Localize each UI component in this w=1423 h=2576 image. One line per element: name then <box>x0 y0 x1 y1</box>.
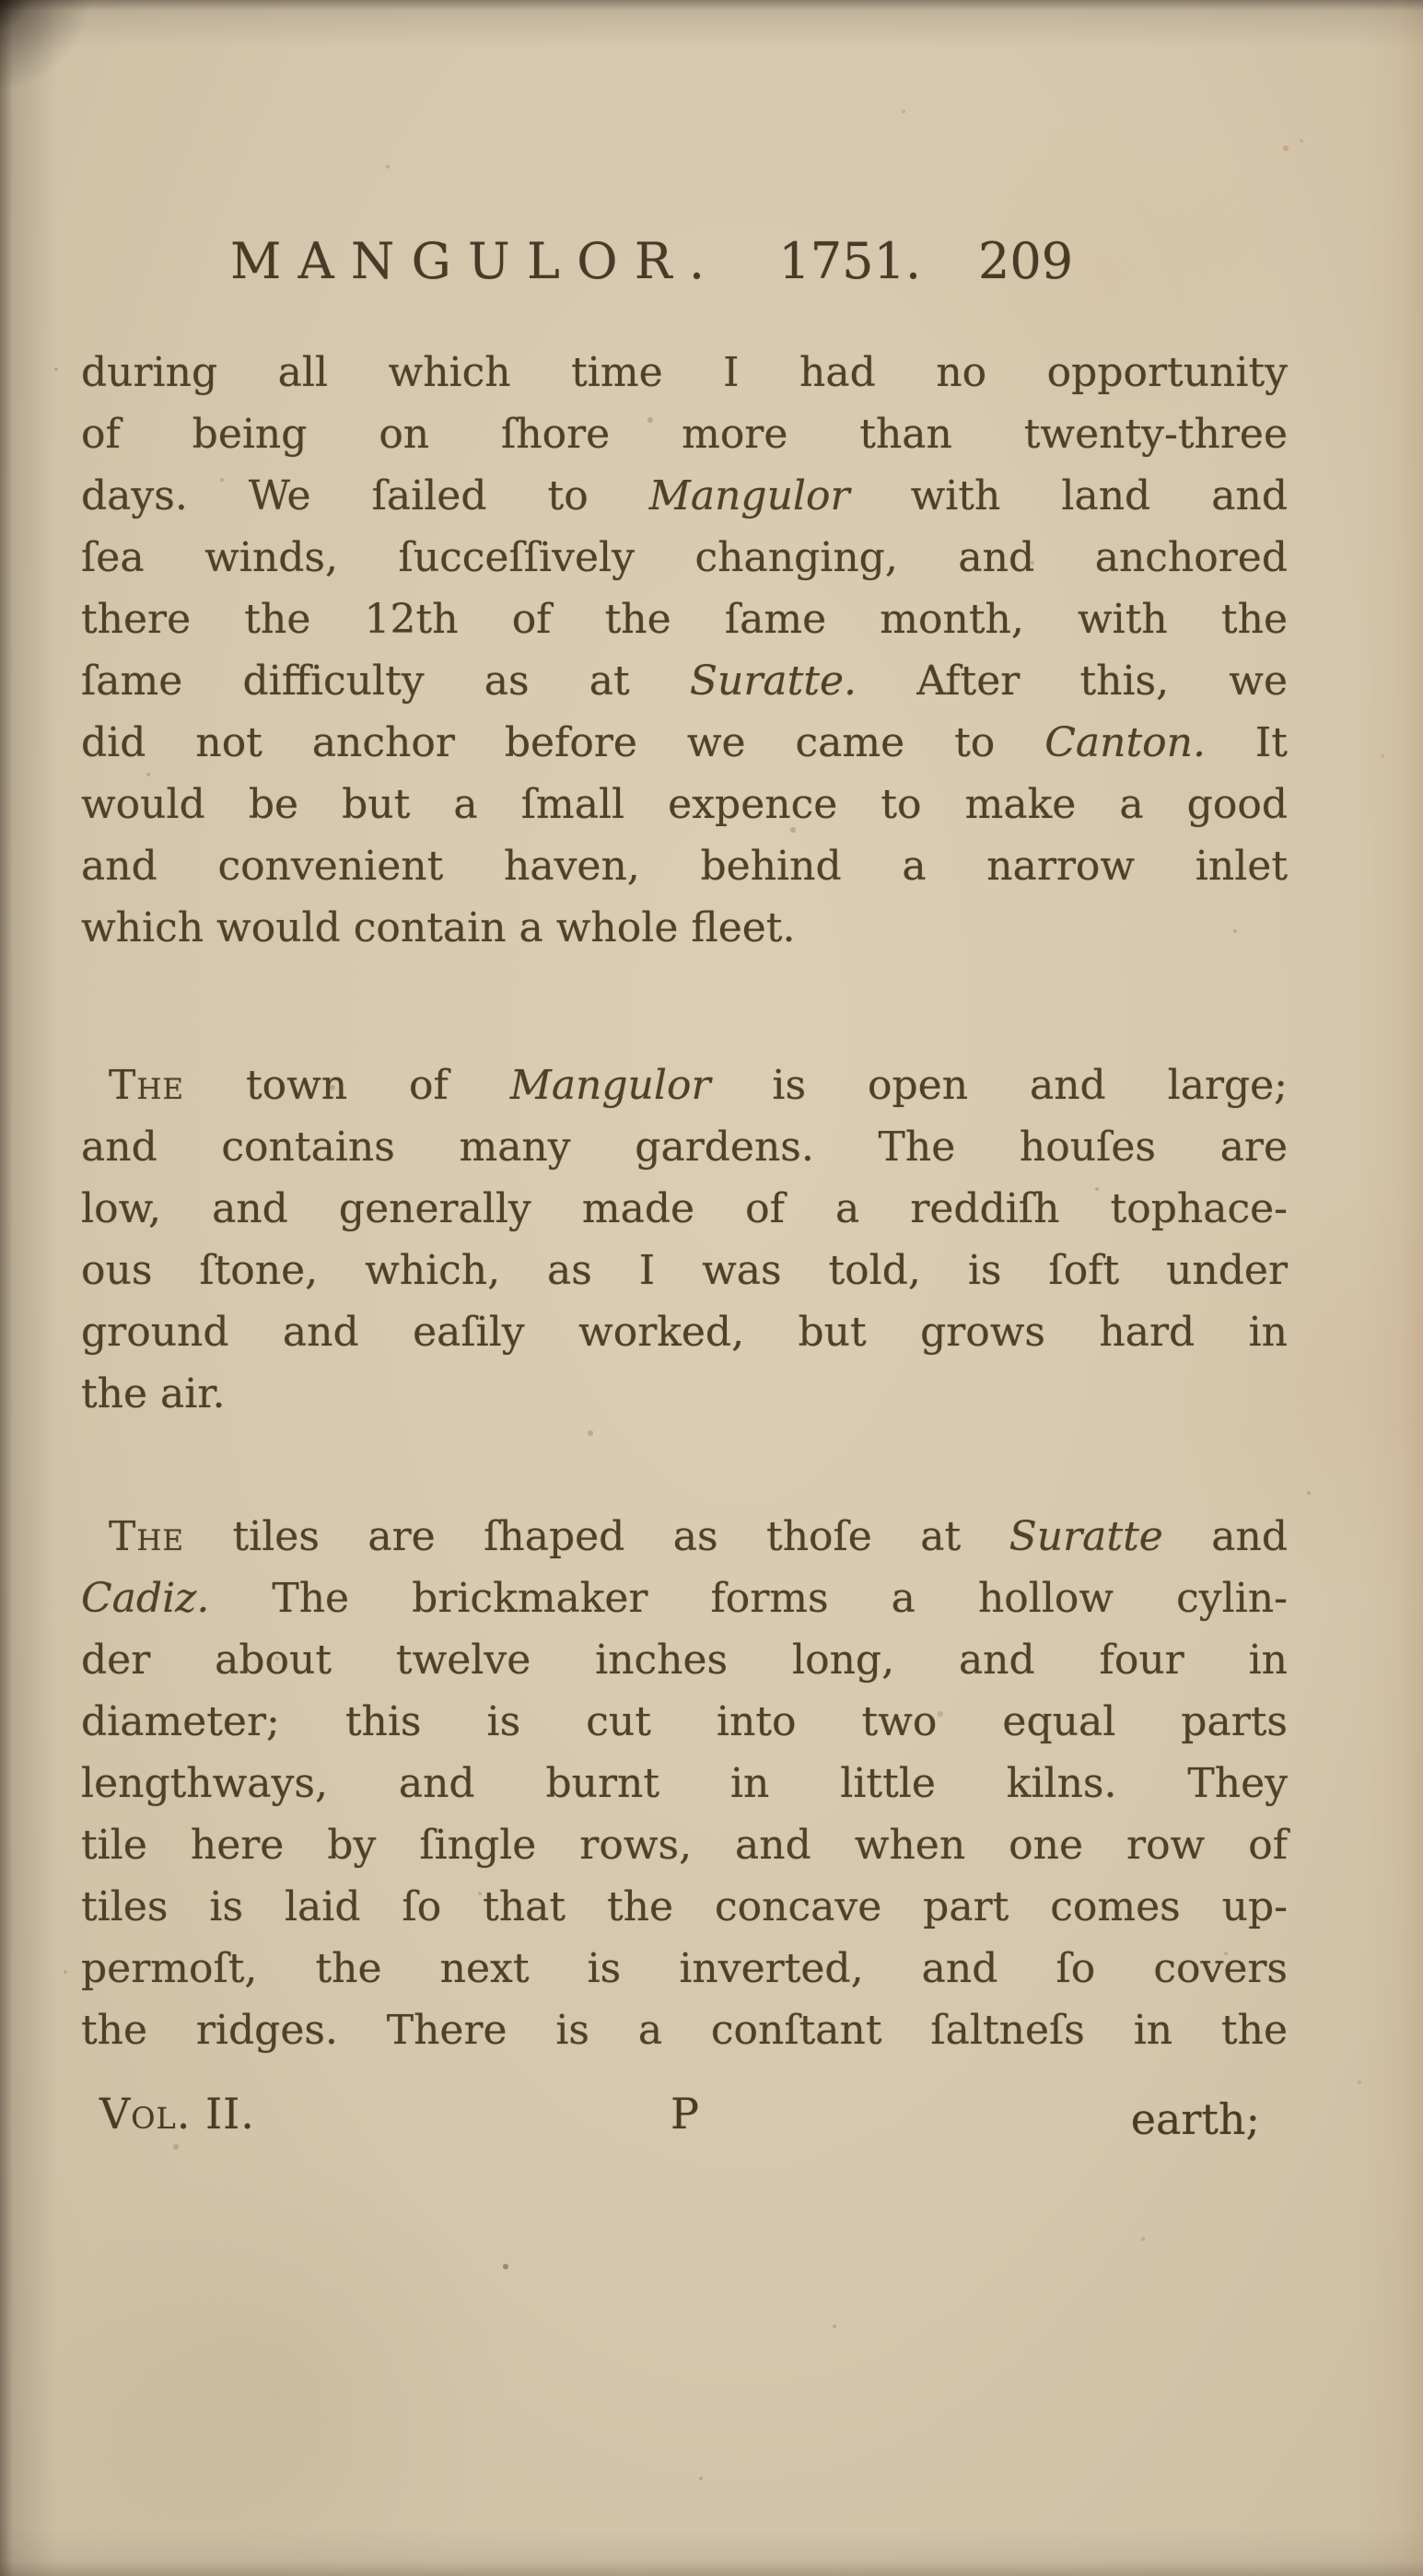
body-text: lengthways, and burnt in little kilns. They <box>81 1760 1288 1807</box>
running-head-year: 1751. <box>778 232 921 290</box>
body-text: the air. <box>81 1370 226 1417</box>
signature-mark: P <box>671 2089 699 2139</box>
paragraph-tiles <box>81 1506 1288 2061</box>
body-text: permoſt, the next is inverted, and ſo covers <box>81 1945 1288 1992</box>
text-line <box>81 1363 1288 1425</box>
text-line <box>81 1301 1288 1363</box>
body-text: tiles is laid ſo that the concave part comes up- <box>81 1883 1288 1930</box>
body-text: and contains many gardens. The houſes are <box>81 1124 1288 1171</box>
body-text: during all which time I had no opportunity <box>81 349 1288 396</box>
text-line <box>81 1814 1288 1876</box>
text-line <box>81 774 1288 835</box>
text-line <box>81 1055 1288 1116</box>
catchword: earth; <box>1130 2094 1260 2144</box>
body-text: and <box>1162 1513 1288 1560</box>
body-text: would be but a ſmall expence to make a good <box>81 781 1288 828</box>
italic-text: Suratte. <box>689 658 857 705</box>
body-text: ſame difficulty as at <box>81 658 690 705</box>
smallcaps-text: The <box>109 1513 185 1560</box>
running-head-title: MANGULOR. <box>230 232 722 290</box>
body-text: tiles are ſhaped as thoſe at <box>184 1513 1009 1560</box>
page-footer <box>81 2089 1288 2162</box>
body-text: It <box>1205 719 1288 766</box>
italic-text: Suratte <box>1009 1513 1163 1560</box>
text-line <box>81 1116 1288 1178</box>
text-line <box>81 403 1288 465</box>
text-line <box>81 712 1288 774</box>
body-text: The brickmaker forms a hollow cylin- <box>209 1575 1288 1622</box>
text-line <box>81 527 1288 589</box>
body-text: there the 12th of the ſame month, with the <box>81 596 1288 643</box>
text-line <box>81 1691 1288 1753</box>
body-text: ſea winds, ſucceſſively changing, and anchored <box>81 534 1288 581</box>
running-head <box>230 232 1073 290</box>
italic-text: Canton. <box>1044 719 1206 766</box>
body-text: After this, we <box>857 658 1288 705</box>
body-text: diameter; this is cut into two equal parts <box>81 1698 1288 1745</box>
body-text: did not anchor before we came to <box>81 719 1045 766</box>
text-line <box>81 589 1288 650</box>
text-line <box>81 1506 1288 1568</box>
body-text: tile here by ſingle rows, and when one row of <box>81 1822 1288 1869</box>
smallcaps-text: The <box>109 1062 185 1109</box>
text-line <box>81 1938 1288 1999</box>
body-text: der about twelve inches long, and four in <box>81 1637 1288 1684</box>
text-line <box>81 342 1288 403</box>
italic-text: Mangulor <box>509 1062 711 1109</box>
body-text: ous ſtone, which, as I was told, is ſoft under <box>81 1247 1288 1294</box>
body-text: days. We ſailed to <box>81 472 649 519</box>
volume-label: Vol. II. <box>99 2089 255 2139</box>
text-line <box>81 897 1288 959</box>
text-line <box>81 1629 1288 1691</box>
text-line <box>81 835 1288 897</box>
paragraph-voyage <box>81 342 1288 959</box>
text-line <box>81 650 1288 712</box>
paragraph-town <box>81 1055 1288 1425</box>
body-text: of being on ſhore more than twenty-three <box>81 411 1288 458</box>
italic-text: Mangulor <box>648 472 850 519</box>
body-text: town of <box>184 1062 510 1109</box>
body-text: and convenient haven, behind a narrow inlet <box>81 843 1288 890</box>
text-line <box>81 1568 1288 1629</box>
italic-text: Cadiz. <box>81 1575 210 1622</box>
paper-specks <box>0 0 2 2</box>
body-text: is open and large; <box>710 1062 1289 1109</box>
text-line <box>81 1178 1288 1240</box>
text-line <box>81 1876 1288 1938</box>
text-line <box>81 1999 1288 2061</box>
body-text: the ridges. There is a conſtant ſaltneſs in the <box>81 2007 1288 2054</box>
text-line <box>81 1240 1288 1301</box>
text-line <box>81 1753 1288 1814</box>
text-line <box>81 465 1288 527</box>
body-text: with land and <box>849 472 1288 519</box>
body-text: which would contain a whole fleet. <box>81 904 796 951</box>
body-text: ground and eaſily worked, but grows hard in <box>81 1309 1288 1356</box>
page-number: 209 <box>977 232 1074 290</box>
body-text: low, and generally made of a reddiſh tophace- <box>81 1185 1288 1232</box>
